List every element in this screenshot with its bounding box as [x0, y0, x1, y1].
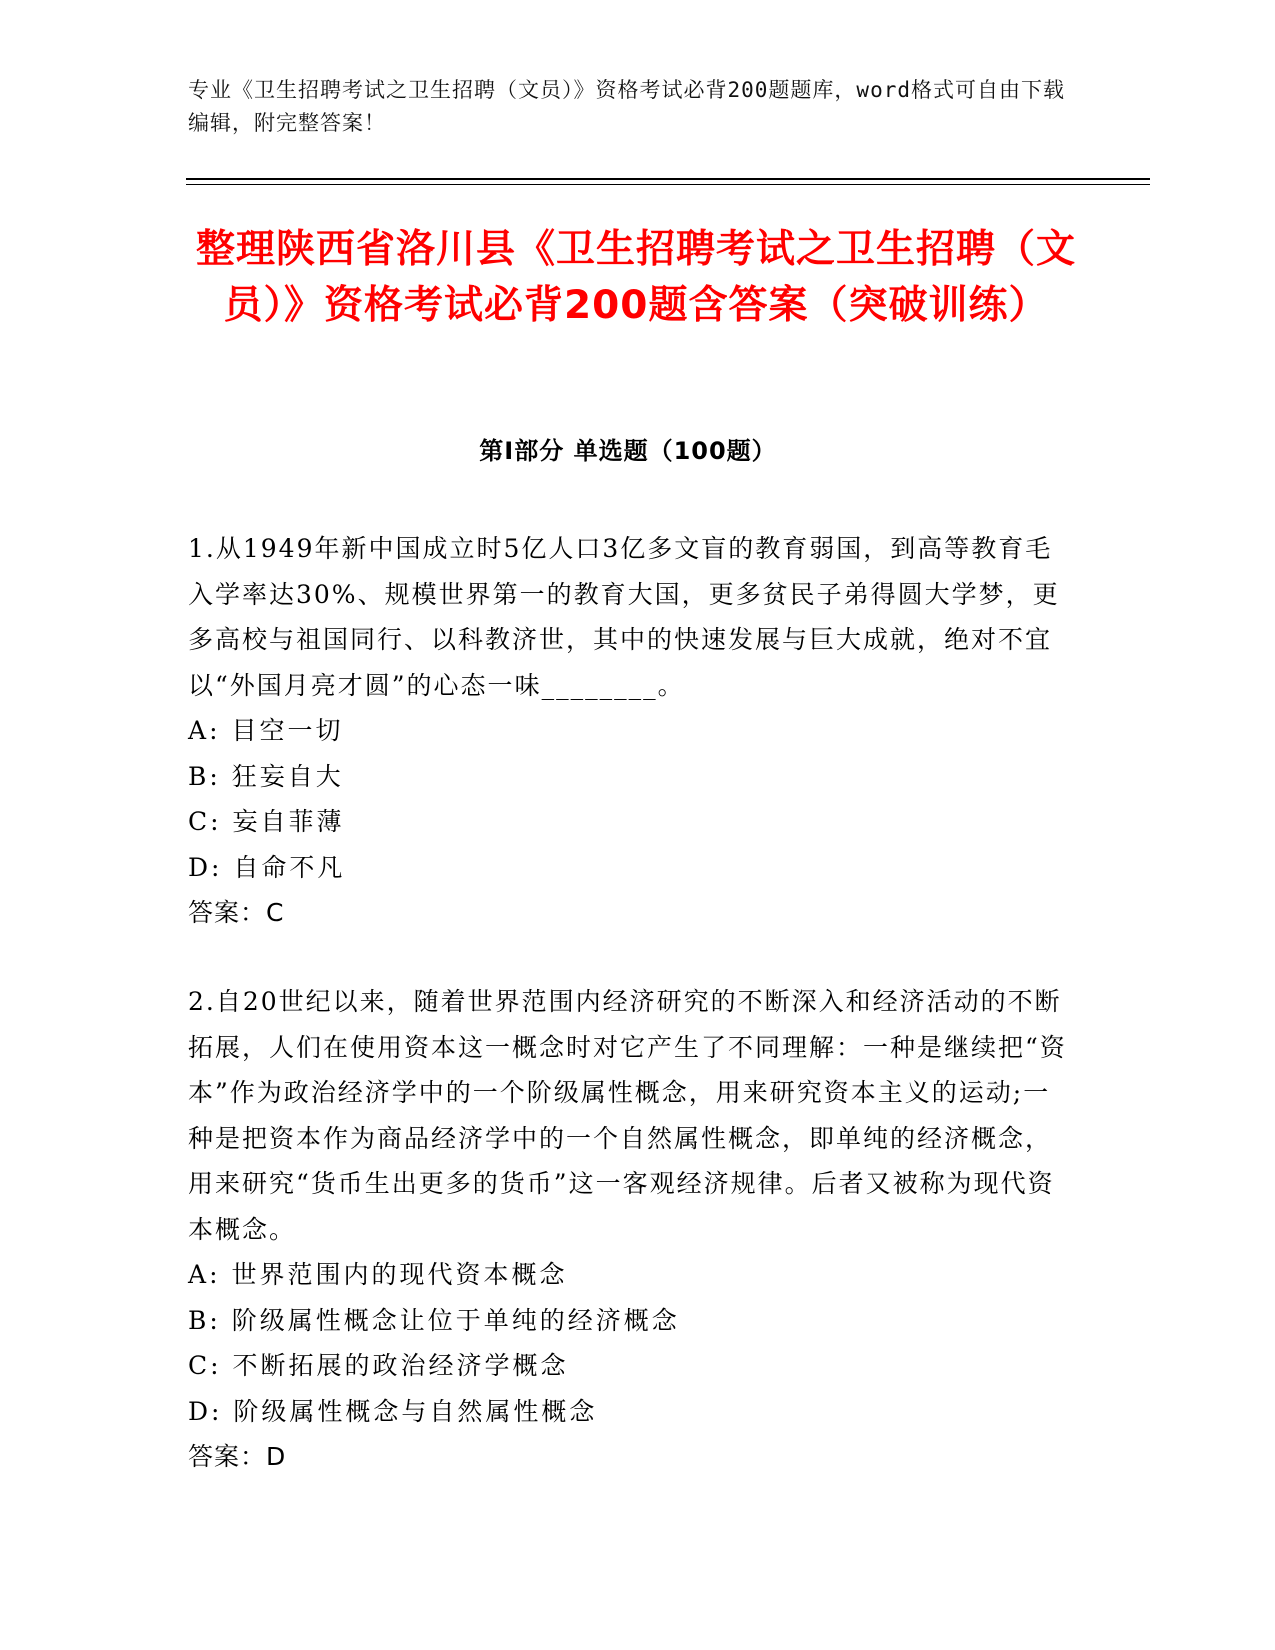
option-b: B: 狂妄自大	[188, 761, 344, 791]
header-note: 专业《卫生招聘考试之卫生招聘（文员）》资格考试必背200题题库，word格式可自由下载编辑，附完整答案！	[188, 78, 1065, 135]
option-text: 阶级属性概念让位于单纯的经济概念	[231, 1305, 680, 1335]
option-text: 阶级属性概念与自然属性概念	[233, 1396, 598, 1426]
option-text: 妄自菲薄	[232, 807, 345, 836]
option-b: B: 阶级属性概念让位于单纯的经济概念	[188, 1305, 680, 1335]
header-divider-thin	[186, 184, 1150, 185]
option-a: A: 目空一切	[188, 716, 344, 745]
option-label: A	[188, 1260, 210, 1289]
header-divider-thick	[186, 178, 1150, 180]
question-1	[188, 526, 1068, 936]
option-text: 不断拓展的政治经济学概念	[232, 1351, 569, 1380]
option-label: D	[188, 852, 212, 882]
answer: 答案：D	[188, 1442, 287, 1471]
option-label: A	[188, 716, 210, 745]
option-label: C	[188, 807, 211, 836]
option-d: D: 阶级属性概念与自然属性概念	[188, 1396, 598, 1426]
option-label: B	[188, 1305, 210, 1335]
option-d: D: 自命不凡	[188, 852, 346, 882]
option-text: 目空一切	[231, 716, 344, 745]
option-text: 狂妄自大	[231, 761, 344, 791]
document-title: 整理陕西省洛川县《卫生招聘考试之卫生招聘（文员）》资格考试必背200题含答案（突破训练）	[196, 227, 1077, 328]
question-stem: 1.从1949年新中国成立时5亿人口3亿多文盲的教育弱国，到高等教育毛入学率达30%、规模世界第一的教育大国，更多贫民子弟得圆大学梦，更多高校与祖国同行、以科教济世，其中的快速发展与巨大成就，绝对不宜以“外国月亮才圆”的心态一味________。	[188, 534, 1060, 700]
question-stem: 2.自20世纪以来，随着世界范围内经济研究的不断深入和经济活动的不断拓展，人们在使用资本这一概念时对它产生了不同理解：一种是继续把“资本”作为政治经济学中的一个阶级属性概念，用来研究资本主义的运动;一种是把资本作为商品经济学中的一个自然属性概念，即单纯的经济概念，用来研究“货币生出更多的货币”这一客观经济规律。后者又被称为现代资本概念。	[188, 987, 1067, 1244]
option-c: C: 不断拓展的政治经济学概念	[188, 1351, 569, 1380]
section-title: 第Ⅰ部分 单选题（100题）	[479, 437, 777, 465]
option-text: 世界范围内的现代资本概念	[231, 1260, 568, 1289]
option-text: 自命不凡	[233, 852, 346, 882]
option-a: A: 世界范围内的现代资本概念	[188, 1260, 568, 1289]
question-2	[188, 979, 1068, 1480]
option-c: C: 妄自菲薄	[188, 807, 345, 836]
answer: 答案：C	[188, 898, 285, 927]
option-label: D	[188, 1396, 212, 1426]
option-label: B	[188, 761, 210, 791]
option-label: C	[188, 1351, 211, 1380]
